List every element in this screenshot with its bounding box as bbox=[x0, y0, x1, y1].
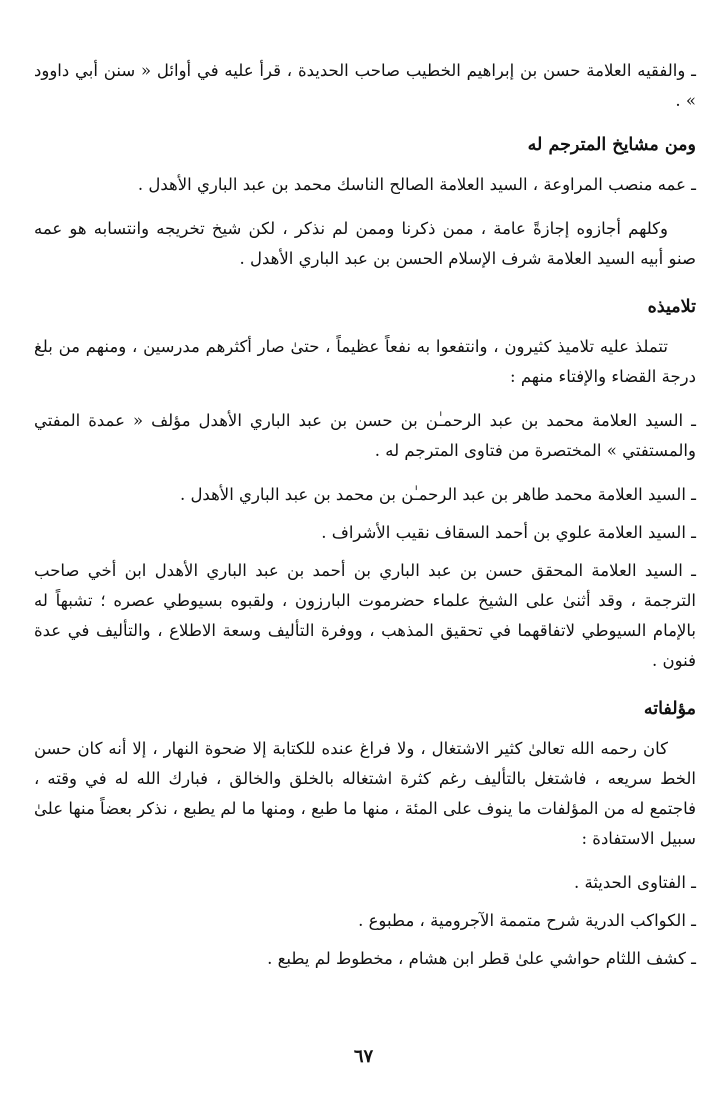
paragraph: وكلهم أجازوه إجازةً عامة ، ممن ذكرنا وممن لم نذكر ، لكن شيخ تخريجه وانتسابه هو عمه صنو أبيه السيد العلامة شرف الإسلام الحسن بن عبد الباري الأهدل . bbox=[34, 219, 696, 268]
section-heading: ومن مشايخ المترجم له bbox=[527, 135, 696, 155]
paragraph: ـ السيد العلامة محمد طاهر بن عبد الرحمـٰن بن محمد بن عبد الباري الأهدل . bbox=[179, 485, 696, 504]
paragraph: ـ السيد العلامة علوي بن أحمد السقاف نقيب الأشراف . bbox=[321, 523, 696, 542]
page-body bbox=[34, 56, 696, 982]
paragraph: ـ الكواكب الدرية شرح متممة الآجرومية ، مطبوع . bbox=[358, 911, 696, 930]
paragraph: ـ السيد العلامة المحقق حسن بن عبد الباري بن أحمد بن عبد الباري الأهدل ابن أخي صاحب الترجمة ، وقد أثنىٰ على الشيخ علماء حضرموت البارزون ، ولقبوه بسيوطي عصره ؛ تشبهاً له بالإمام السيوطي لاتفاقهما في تحقيق المذهب ، ووفرة التأليف وسعة الاطلاع ، والتأليف في عدة فنون . bbox=[34, 561, 696, 670]
paragraph: تتملذ عليه تلاميذ كثيرون ، وانتفعوا به نفعاً عظيماً ، حتىٰ صار أكثرهم مدرسين ، ومنهم من بلغ درجة القضاء والإفتاء منهم : bbox=[34, 337, 696, 386]
section-heading: مؤلفاته bbox=[643, 699, 696, 719]
page-number: ٦٧ bbox=[353, 1046, 374, 1067]
paragraph: ـ السيد العلامة محمد بن عبد الرحمـٰن بن حسن بن عبد الباري الأهدل مؤلف « عمدة المفتي والمستفتي » المختصرة من فتاوى المترجم له . bbox=[34, 411, 696, 460]
paragraph: كان رحمه الله تعالىٰ كثير الاشتغال ، ولا فراغ عنده للكتابة إلا ضحوة النهار ، إلا أنه كان حسن الخط سريعه ، فاشتغل بالتأليف رغم كثرة اشتغاله بالخلق والخالق ، فبارك الله له في وقته ، فاجتمع له من المؤلفات ما ينوف على المئة ، منها ما طبع ، ومنها ما لم يطبع ، نذكر بعضاً منها علىٰ سبيل الاستفادة : bbox=[34, 739, 696, 848]
paragraph: ـ والفقيه العلامة حسن بن إبراهيم الخطيب صاحب الحديدة ، قرأ عليه في أوائل « سنن أبي داوود » . bbox=[34, 61, 696, 110]
paragraph: ـ الفتاوى الحديثة . bbox=[573, 873, 696, 892]
section-heading: تلاميذه bbox=[647, 297, 696, 317]
paragraph: ـ عمه منصب المراوعة ، السيد العلامة الصالح الناسك محمد بن عبد الباري الأهدل . bbox=[137, 175, 696, 194]
paragraph: ـ كشف اللثام حواشي علىٰ قطر ابن هشام ، مخطوط لم يطبع . bbox=[267, 949, 696, 968]
